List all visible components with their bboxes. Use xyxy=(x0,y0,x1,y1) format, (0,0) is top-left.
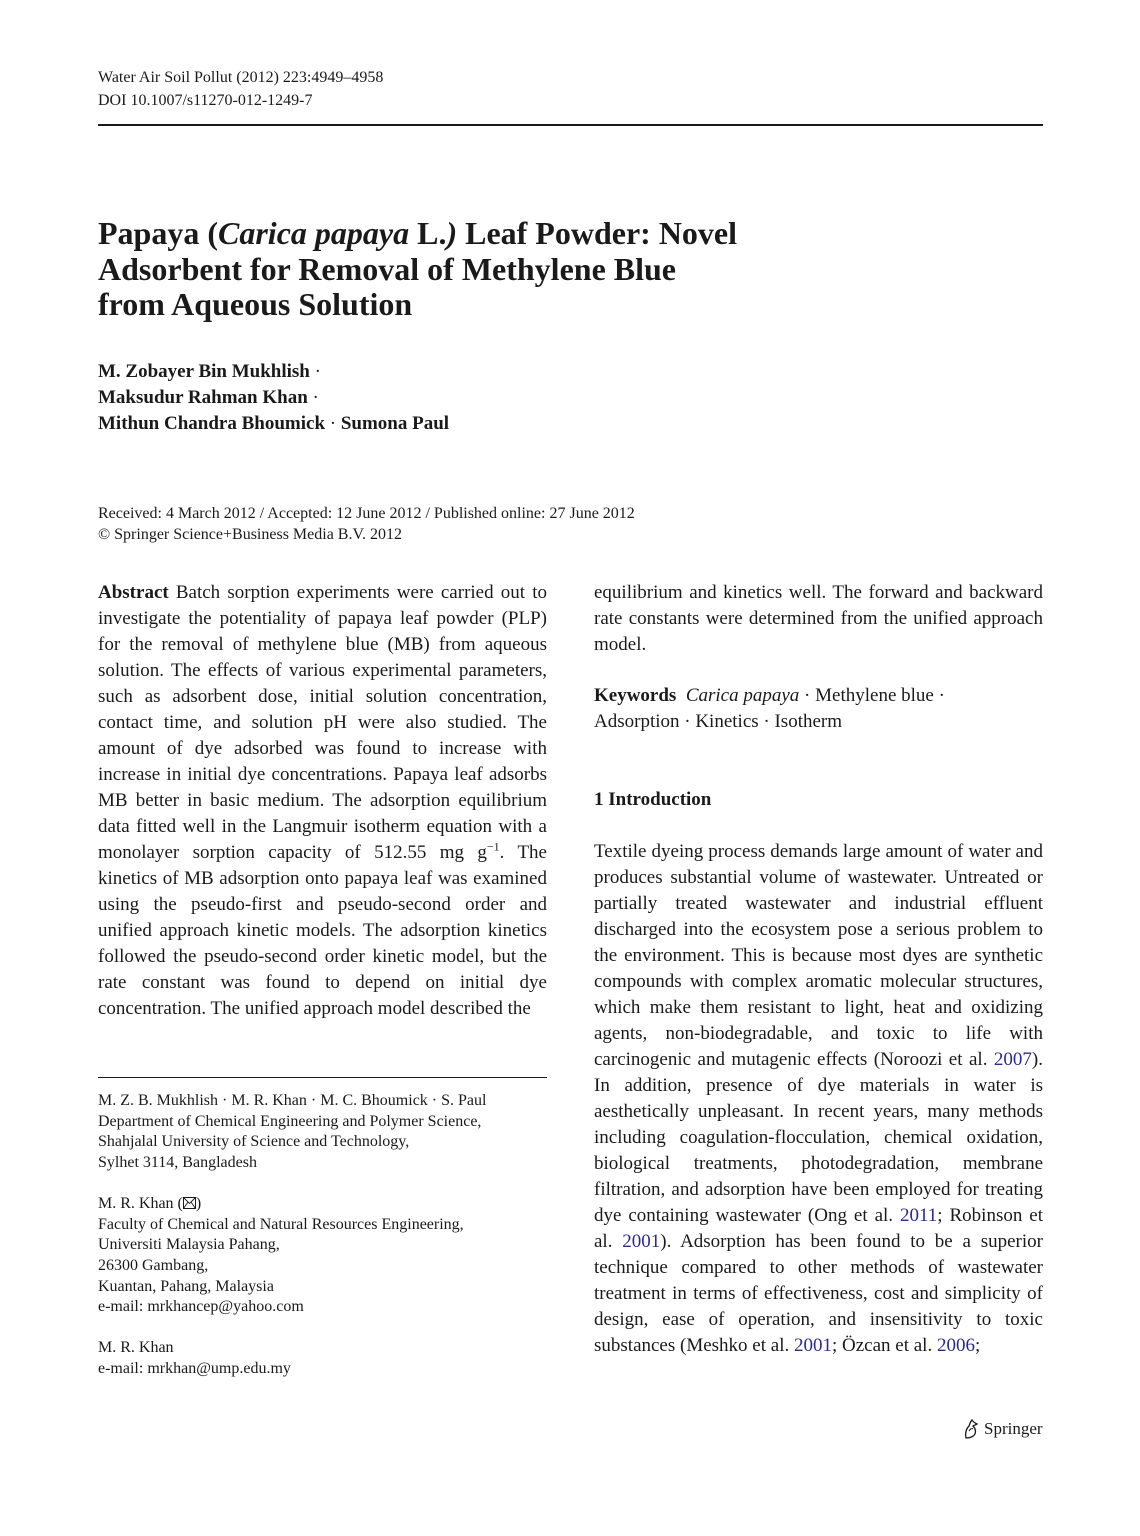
keyword: Methylene blue xyxy=(815,685,934,706)
citation-link[interactable]: 2001 xyxy=(622,1231,661,1252)
email: e-mail: mrkhancep@yahoo.com xyxy=(98,1298,304,1316)
citation-link[interactable]: 2001 xyxy=(793,1335,832,1356)
author-name: M. Zobayer Bin Mukhlish xyxy=(98,361,310,382)
springer-logo xyxy=(962,1417,1043,1441)
publication-dates xyxy=(98,503,635,545)
keyword: Adsorption xyxy=(594,711,680,732)
envelope-icon xyxy=(183,1197,196,1209)
abstract-label: Abstract xyxy=(98,582,169,603)
keyword: Kinetics xyxy=(695,711,759,732)
springer-horse-icon xyxy=(962,1419,980,1439)
affiliation-block: M. R. Khan e-mail: mrkhan@ump.edu.my xyxy=(98,1338,547,1379)
title-species: Carica papaya xyxy=(218,215,410,251)
abstract: Abstract Batch sorption experiments were carried out to investigate the potentiality of papaya leaf powder (PLP) for the removal of methylene blue (MB) from aqueous solution. The effects of various experimental parameters, such as adsorbent dose, initial solution concentration, contact time, and solution pH were also studied. The amount of dye adsorbed was found to increase with increase in initial dye concentrations. Papaya leaf adsorbs MB better in basic medium. The adsorption equilibrium data fitted well in the Langmuir isotherm equation with a monolayer sorption capacity of 512.55 mg $g^{-1}$. The kinetics of MB adsorption onto papaya leaf was examined using the pseudo-first and pseudo-second order and unified approach kinetic models. The adsorption kinetics followed the pseudo-second order kinetic model, but the rate constant was found to depend on initial dye concentration. The unified approach model described the xyxy=(98,582,547,1019)
publisher-name: Springer xyxy=(984,1419,1043,1438)
keyword: Isotherm xyxy=(774,711,843,732)
author-name: Sumona Paul xyxy=(340,413,450,434)
footnote-rule xyxy=(98,1077,547,1078)
introduction-text: Textile dyeing process demands large amount of water and produces substantial volume of wastewater. Untreated or partially treated wastewater and industrial effluent discharged into the ecosystem pose a serious problem to the environment. This is because most dyes are synthetic compounds with complex aromatic molecular structures, which make them resistant to light, heat and oxidizing agents, non-biodegradable, and toxic to life with carcinogenic and mutagenic effects (Noroozi et al. 2007). In addition, presence of dye materials in water is aesthetically unpleasant. In recent years, many methods including coagulation-flocculation, chemical oxidation, biological treatments, photodegradation, membrane filtration, and adsorption have been employed for treating dye containing wastewater (Ong et al. 2011; Robinson et al. 2001). Adsorption has been found to be a superior technique compared to other methods of wastewater treatment in terms of effectiveness, cost and simplicity of design, ease of operation, and insensitivity to toxic substances (Meshko et al. 2001; Özcan et al. 2006; xyxy=(594,841,1044,1356)
citation-link[interactable]: 2007 xyxy=(993,1049,1032,1070)
paper-title: Papaya (Carica papaya L.) Leaf Powder: Novel Adsorbent for Removal of Methylene Blue from Aqueous Solution xyxy=(98,215,738,322)
header-rule xyxy=(98,124,1043,126)
section-heading: 1 Introduction xyxy=(594,789,712,810)
copyright: © Springer Science+Business Media B.V. 2012 xyxy=(98,526,402,543)
affiliation-block: M. R. Khan ( ) Faculty of Chemical and Natural Resources Engineering, Universiti Malaysia Pahang, 26300 Gambang, Kuantan, Pahang, Malaysia e-mail: mrkhancep@yahoo.com xyxy=(98,1194,547,1318)
journal-header xyxy=(98,66,383,112)
affiliation-block: M. Z. B. Mukhlish · M. R. Khan · M. C. Bhoumick · S. Paul Department of Chemical Engineering and Polymer Science, Shahjalal University of Science and Technology, Sylhet 3114, Bangladesh xyxy=(98,1092,487,1172)
left-column xyxy=(98,580,547,1022)
author-name: Maksudur Rahman Khan xyxy=(98,387,308,408)
keyword: Carica papaya xyxy=(685,685,800,706)
email: e-mail: mrkhan@ump.edu.my xyxy=(98,1359,291,1377)
doi: DOI 10.1007/s11270-012-1249-7 xyxy=(98,92,313,109)
history-dates: Received: 4 March 2012 / Accepted: 12 June 2012 / Published online: 27 June 2012 xyxy=(98,505,635,522)
corresponding-author: M. R. Khan ( xyxy=(98,1194,183,1212)
journal-citation: Water Air Soil Pollut (2012) 223:4949–4958 xyxy=(98,69,384,86)
right-column xyxy=(594,580,1043,1359)
citation-link[interactable]: 2011 xyxy=(899,1205,938,1226)
citation-link[interactable]: 2006 xyxy=(936,1335,975,1356)
keywords-label: Keywords xyxy=(594,685,677,706)
author-list: M. Zobayer Bin Mukhlish · Maksudur Rahman Khan · Mithun Chandra Bhoumick · Sumona Paul xyxy=(98,361,450,434)
author-name: Mithun Chandra Bhoumick xyxy=(98,413,326,434)
keywords: Keywords Carica papaya · Methylene blue · Adsorption · Kinetics · Isotherm xyxy=(594,685,945,732)
abstract-continued: equilibrium and kinetics well. The forward and backward rate constants were determined from the unified approach model. xyxy=(594,582,1043,655)
affiliations xyxy=(98,1091,547,1399)
